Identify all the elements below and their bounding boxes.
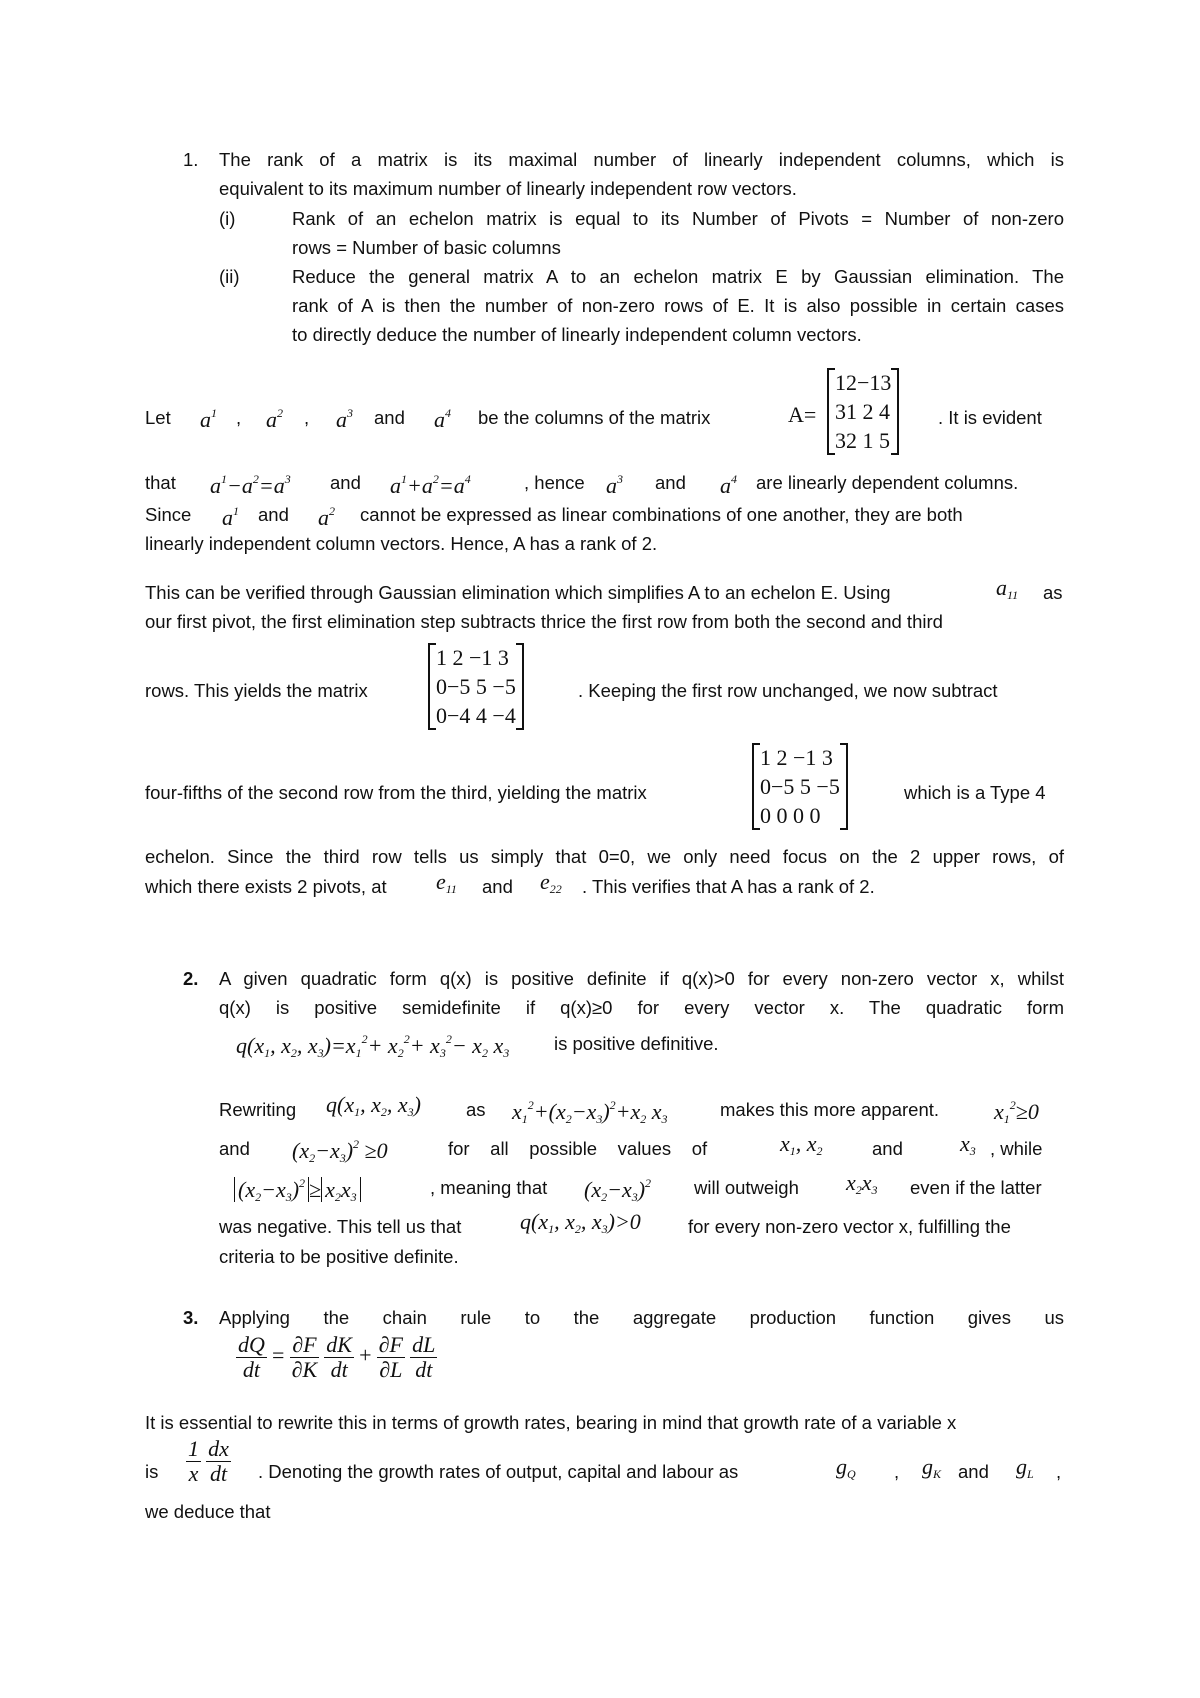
growth-rate-gl: $g_L$ — [1016, 1454, 1034, 1481]
item1-intro-line2: equivalent to its maximum number of linearly independent row vectors. — [219, 178, 797, 199]
equation-a1-minus-a2: $a^1-a^2=a^3$ — [210, 472, 291, 498]
matrix-a-label: A= — [788, 402, 817, 427]
matrix-b-row: 0−5 5 −5 — [436, 674, 516, 699]
for-every-text: for every non-zero vector x, fulfilling the — [688, 1216, 1011, 1237]
pivot-e11: $e_{11}$ — [436, 869, 457, 896]
sub-i-label: (i) — [219, 208, 236, 229]
it-is-evident: . It is evident — [938, 407, 1042, 428]
item2-number: 2. — [183, 968, 199, 989]
q-positive: $q(x_1$, $x_2$, $x_3)>0$ — [520, 1209, 641, 1236]
fraction: $\frac{dK}{dt}$ — [326, 1332, 352, 1382]
growth-rate-fraction — [186, 1437, 231, 1486]
meaning-that-text: , meaning that — [430, 1177, 548, 1198]
and-word: and — [258, 504, 289, 525]
pivot-a11: $a_{11}$ — [996, 575, 1019, 602]
vector-a1: $a^1$ — [200, 406, 217, 432]
fraction: $\frac{dL}{dt}$ — [412, 1332, 436, 1382]
let-word: Let — [145, 407, 171, 428]
echelon-line: echelon. Since the third row tells us simply that 0=0, we only need focus on the 2 upper rows, of — [145, 846, 1064, 867]
denoting-text: . Denoting the growth rates of output, capital and labour as — [258, 1461, 739, 1482]
and-word: and — [872, 1138, 903, 1159]
matrix-b-row: 0−4 4 −4 — [436, 703, 516, 728]
is-word: is — [145, 1461, 159, 1482]
matrix-a-row: 12−13 — [835, 370, 892, 395]
item2-line1: A given quadratic form q(x) is positive definite if q(x)>0 for every non-zero vector x, whilst — [219, 968, 1064, 989]
while-word: , while — [990, 1138, 1043, 1159]
essential-line: It is essential to rewrite this in terms of growth rates, bearing in mind that growth rate of a variable x — [145, 1412, 957, 1433]
fraction: $\frac{\partial F}{\partial K}$ — [291, 1332, 318, 1382]
that-word: that — [145, 472, 176, 493]
matrix-c-row: 1 2 −1 3 — [760, 745, 833, 770]
item3-number: 3. — [183, 1307, 199, 1328]
since-word: Since — [145, 504, 192, 525]
rewriting-word: Rewriting — [219, 1099, 297, 1120]
sub-i-line2: rows = Number of basic columns — [292, 237, 561, 258]
sub-ii-label: (ii) — [219, 266, 240, 287]
as-word: as — [1043, 582, 1063, 603]
will-outweigh-text: will outweigh — [694, 1177, 799, 1198]
item1-intro-line1: The rank of a matrix is its maximal number of linearly independent columns, which is — [219, 149, 1064, 170]
q-x1-x2-x3: $q(x_1$, $x_2$, $x_3$) — [326, 1092, 421, 1119]
growth-rate-gk: $g_K$ — [922, 1454, 942, 1481]
vector-a1: $a^1$ — [222, 504, 239, 530]
is-positive-definitive: is positive definitive. — [554, 1033, 719, 1054]
four-fifths-text: four-fifths of the second row from the third, yielding the matrix — [145, 782, 647, 803]
makes-apparent-text: makes this more apparent. — [720, 1099, 940, 1120]
fraction: $\frac{1}{x}$ — [188, 1436, 199, 1486]
pivots-text: which there exists 2 pivots, at — [145, 876, 387, 897]
x3: $x_3$ — [960, 1131, 976, 1158]
rewritten-form: $x_1^2+(x_2-x_3)^2+x_2$ $x_3$ — [512, 1098, 668, 1126]
vector-a3: $a^3$ — [336, 406, 353, 432]
was-negative-text: was negative. This tell us that — [219, 1216, 462, 1237]
x1-x2: $x_1$, $x_2$ — [780, 1131, 823, 1158]
and-word: and — [958, 1461, 989, 1482]
sub-ii-line2: rank of A is then the number of non-zero rows of E. It is also possible in certain cases — [292, 295, 1064, 316]
vector-a2: $a^2$ — [318, 504, 335, 530]
and-word: and — [374, 407, 405, 428]
even-if-text: even if the latter — [910, 1177, 1042, 1198]
sub-i-line1: Rank of an echelon matrix is equal to its Number of Pivots = Number of non-zero — [292, 208, 1064, 229]
matrix-a-row: 31 2 4 — [835, 399, 890, 424]
pivot-e22: $e_{22}$ — [540, 869, 562, 896]
quadratic-form-equation: $q(x_1$, $x_2$, $x_3)=x_1^2+ x_2^2+ x_3^2- x_2$ $x_3$ — [236, 1032, 510, 1060]
item2-line2: q(x) is positive semidefinite if q(x)≥0 for every vector x. The quadratic form — [219, 997, 1064, 1018]
vector-a4: $a^4$ — [434, 406, 451, 432]
matrix-c-row: 0 0 0 0 — [760, 803, 821, 828]
sub-ii-line3: to directly deduce the number of linearly independent column vectors. — [292, 324, 862, 345]
matrix-b-row: 1 2 −1 3 — [436, 645, 509, 670]
keeping-text: . Keeping the first row unchanged, we now subtract — [578, 680, 998, 701]
verifies-text: . This verifies that A has a rank of 2. — [582, 876, 875, 897]
item1-number: 1. — [183, 149, 199, 170]
sub-ii-line1: Reduce the general matrix A to an echelon matrix E by Gaussian elimination. The — [292, 266, 1064, 287]
equation-a1-plus-a2: $a^1+a^2=a^4$ — [390, 472, 471, 498]
rows-yields-text: rows. This yields the matrix — [145, 680, 368, 701]
verify-line2: our first pivot, the first elimination step subtracts thrice the first row from both the second and third — [145, 611, 943, 632]
comma: , — [304, 407, 310, 428]
comma: , — [894, 1461, 900, 1482]
and-word: and — [330, 472, 361, 493]
fraction: $\frac{dx}{dt}$ — [208, 1436, 229, 1486]
comma: , — [236, 407, 242, 428]
matrix-a-row: 32 1 5 — [835, 428, 890, 453]
hence-word: , hence — [524, 472, 585, 493]
for-all-text: for all possible values of — [448, 1138, 708, 1159]
criteria-text: criteria to be positive definite. — [219, 1246, 459, 1267]
vector-a2: $a^2$ — [266, 406, 283, 432]
matrix-c-row: 0−5 5 −5 — [760, 774, 840, 799]
squared-diff-nonneg: $(x_2-x_3)^2 \ge 0$ — [292, 1137, 388, 1165]
matrix-c — [752, 743, 848, 830]
are-dependent-text: are linearly dependent columns. — [756, 472, 1019, 493]
absolute-inequality: $(x_2-x_3)^2 \ge x_2x_3$ — [234, 1170, 361, 1210]
x2-x3-product: $x_2x_3$ — [846, 1170, 878, 1197]
chain-rule-equation: $\frac{dQ}{dt}$ = $\frac{\partial F}{\partial K}$ $\frac{dK}{dt}$ + $\frac{\partial F}{\partial L}$ $\frac{dL}{dt}$ — [238, 1332, 436, 1382]
and-word: and — [482, 876, 513, 897]
we-deduce-text: we deduce that — [145, 1501, 271, 1522]
comma: , — [1056, 1461, 1062, 1482]
verify-line1: This can be verified through Gaussian elimination which simplifies A to an echelon E. Using — [145, 582, 891, 603]
growth-rate-gq: $g_Q$ — [836, 1454, 856, 1481]
fraction: $\frac{dQ}{dt}$ — [238, 1332, 265, 1382]
cannot-text: cannot be expressed as linear combinations of one another, they are both — [360, 504, 963, 525]
vector-a3: $a^3$ — [606, 472, 623, 498]
vector-a4: $a^4$ — [720, 472, 737, 498]
matrix-b — [428, 643, 524, 730]
and-word: and — [219, 1138, 250, 1159]
and-word: and — [655, 472, 686, 493]
as-word: as — [466, 1099, 486, 1120]
fraction: $\frac{\partial F}{\partial L}$ — [378, 1332, 403, 1382]
conclusion-line: linearly independent column vectors. Hence, A has a rank of 2. — [145, 533, 658, 554]
squared-diff: $(x_2-x_3)^2$ — [584, 1176, 652, 1204]
type4-text: which is a Type 4 — [904, 782, 1046, 803]
matrix-a — [827, 368, 899, 455]
be-columns-text: be the columns of the matrix — [478, 407, 711, 428]
item3-line1: Applying the chain rule to the aggregate production function gives us — [219, 1307, 1064, 1328]
x1-squared-nonneg: $x_1^2\ge 0$ — [994, 1098, 1039, 1126]
